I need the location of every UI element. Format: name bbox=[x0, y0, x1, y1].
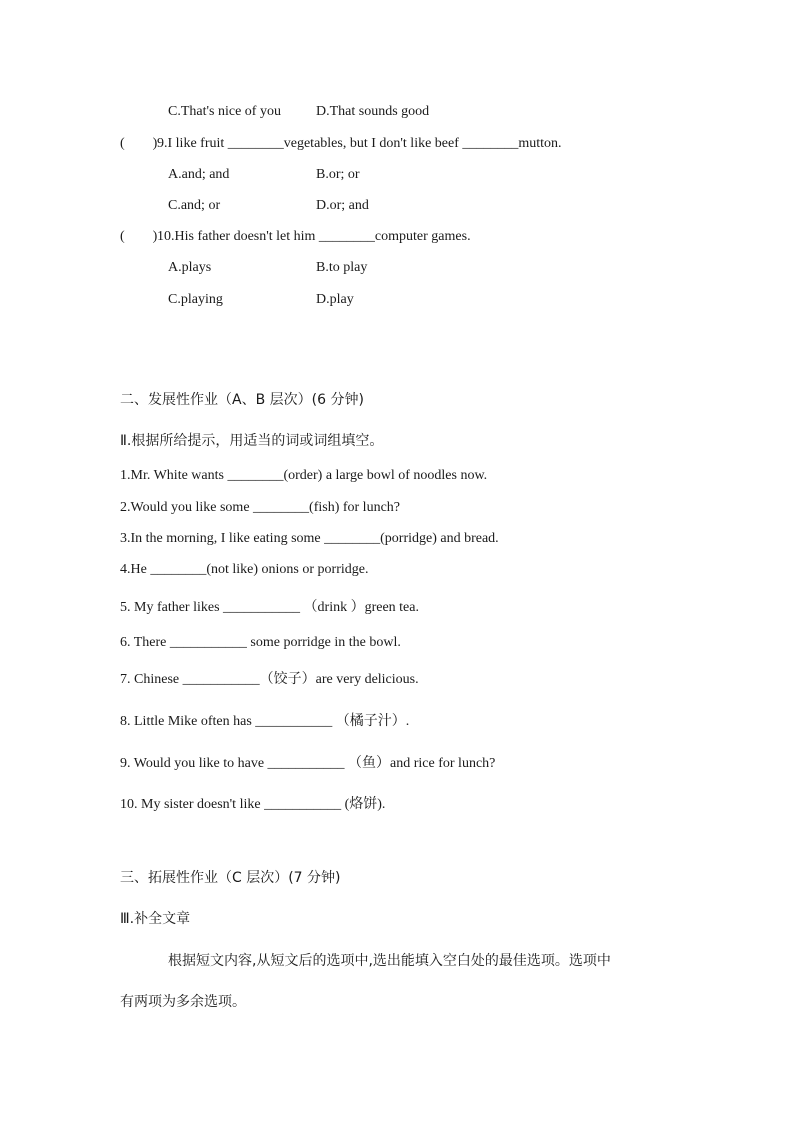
fill-item-5: 5. My father likes ___________ （drink ）green tea. bbox=[120, 600, 419, 615]
fill-item-9: 9. Would you like to have ___________ （鱼）and rice for lunch? bbox=[120, 756, 496, 771]
section2-heading: 二、发展性作业（A、B 层次）(6 分钟) bbox=[120, 392, 364, 408]
q9-answer-bracket: ( ) bbox=[120, 136, 158, 151]
q9-option-d: D.or; and bbox=[316, 198, 369, 213]
fill-item-1: 1.Mr. White wants ________(order) a large bowl of noodles now. bbox=[120, 468, 488, 483]
section3-instruction-line2: 有两项为多余选项。 bbox=[120, 994, 246, 1010]
fill-item-3: 3.In the morning, I like eating some ________(porridge) and bread. bbox=[120, 531, 499, 546]
fill-item-6: 6. There ___________ some porridge in the bowl. bbox=[120, 635, 401, 650]
q10-option-a: A.plays bbox=[168, 260, 212, 275]
fill-item-2: 2.Would you like some ________(fish) for lunch? bbox=[120, 500, 400, 515]
section2-subheading: Ⅱ.根据所给提示，用适当的词或词组填空。 bbox=[120, 433, 384, 449]
section3-heading: 三、拓展性作业（C 层次）(7 分钟) bbox=[120, 870, 341, 886]
section3-instruction-line1: 根据短文内容,从短文后的选项中,选出能填入空白处的最佳选项。选项中 bbox=[168, 953, 611, 969]
q10-option-c: C.playing bbox=[168, 292, 223, 307]
fill-item-10: 10. My sister doesn't like ___________ (烙饼). bbox=[120, 797, 386, 812]
fill-item-8: 8. Little Mike often has ___________ （橘子汁）. bbox=[120, 714, 410, 729]
q9-option-a: A.and; and bbox=[168, 167, 230, 182]
q9-stem: 9.I like fruit ________vegetables, but I don't like beef ________mutton. bbox=[157, 136, 562, 151]
q10-stem: 10.His father doesn't let him ________computer games. bbox=[157, 229, 471, 244]
q10-option-b: B.to play bbox=[316, 260, 368, 275]
fill-item-7: 7. Chinese ___________（饺子）are very delicious. bbox=[120, 672, 419, 687]
q10-option-d: D.play bbox=[316, 292, 354, 307]
q8-option-d: D.That sounds good bbox=[316, 104, 430, 119]
section3-subheading: Ⅲ.补全文章 bbox=[120, 911, 191, 927]
fill-item-4: 4.He ________(not like) onions or porridge. bbox=[120, 562, 369, 577]
q8-option-c: C.That's nice of you bbox=[168, 104, 281, 119]
q9-option-b: B.or; or bbox=[316, 167, 360, 182]
q10-answer-bracket: ( ) bbox=[120, 229, 158, 244]
q9-option-c: C.and; or bbox=[168, 198, 221, 213]
